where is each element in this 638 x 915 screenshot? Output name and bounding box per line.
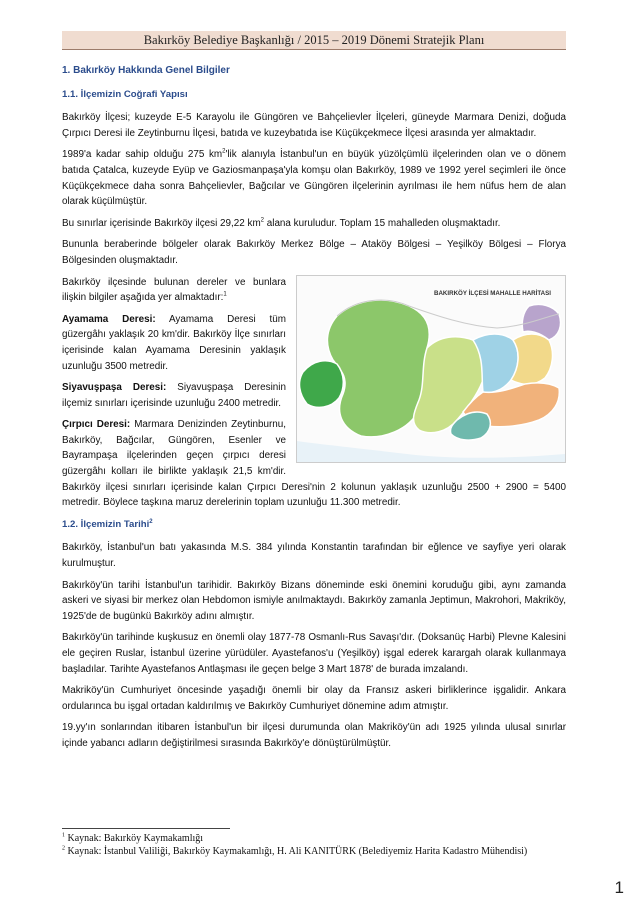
river-siyavuspasa: Siyavuşpaşa Deresi: Siyavuşpaşa Deresinin ilçemiz sınırları içerisinde uzunluğu 2400 metredir. — [62, 382, 286, 409]
header-title: Bakırköy Belediye Başkanlığı / 2015 – 2019 Dönemi Stratejik Planı — [143, 33, 485, 47]
paragraph: Bu sınırlar içerisinde Bakırköy ilçesi 29,22 $km^2$ alana kuruludur. Toplam 15 mahalleden oluşmaktadır. — [62, 217, 501, 229]
paragraph: Bakırköy İlçesi; kuzeyde E-5 Karayolu ile Güngören ve Bahçelievler İlçeleri, güneyde Marmara Denizi, doğuda Çırpıcı Deresi ile Zeytinburnu İlçesi, batıda ve kuzeybatıda ise Küçükçekmece İlçesi arasında yer almaktadır. — [62, 112, 566, 139]
paragraph: Bununla beraberinde bölgeler olarak Bakırköy Merkez Bölge – Ataköy Bölgesi – Yeşilköy Bölgesi – Florya Bölgesinden oluşmaktadır. — [62, 239, 566, 266]
section-1-heading: 1. Bakırköy Hakkında Genel Bilgiler — [62, 65, 230, 76]
page-header — [62, 31, 566, 50]
paragraph: Bakırköy'ün tarihinde kuşkusuz en önemli olay 1877-78 Osmanlı-Rus Savaşı'dır. (Doksanüç Harbi) Plevne Kalesini ele geçiren Ruslar, İstanbul üzerine yürüdüler. Ayastefanos'u (Yeşilköy) işgal ederek karargah olarak kullanmaya başladılar. Tarihte Ayastefanos Antlaşması ile geçen belge 3 Mart 1878' de burada imzalandı. — [62, 632, 566, 675]
section-1-1-heading: 1.1. İlçemizin Coğrafi Yapısı — [62, 88, 188, 100]
page-content — [62, 63, 566, 758]
district-map — [296, 275, 566, 463]
footnote-rule — [62, 828, 230, 829]
paragraph: Makriköy'ün Cumhuriyet öncesinde yaşadığı önemli bir olay da Fransız askeri birliklerince işgalidir. Ankara ordularınca bu işgal ortadan kaldırılmış ve Bakırköy Cumhuriyet dönemine adım atmıştır. — [62, 685, 566, 712]
map-title: BAKIRKÖY İLÇESİ MAHALLE HARİTASI — [434, 289, 551, 297]
district-map-image — [297, 276, 565, 462]
paragraph: Bakırköy, İstanbul'un batı yakasında M.S. 384 yılında Konstantin tarafından bir eğlence ve sayfiye yeri olarak kurulmuştur. — [62, 542, 566, 570]
paragraph: Bakırköy ilçesinde bulunan dereler ve bunlara ilişkin bilgiler aşağıda yer almaktadır:$^1$ — [62, 276, 286, 304]
river-cirpici: Çırpıcı Deresi: Marmara Denizinden Zeytinburnu, Bakırköy, Bağcılar, Güngören, Esenler ve Bayrampaşa ilçelerinden geçen çırpıcı deresi güzergâhı kolları ile birlikte yaklaşık 21,5 km'dir. Bakırköy ilçesi sınırları içerisinde kalan Çırpıcı Deresi'nin 2 kolunun yaklaşık uzunluğu 2500 + 2900 = 5400 metredir. Böylece taşkına maruz derelerinin toplam uzunluğu 11.300 metredir. — [62, 419, 566, 509]
page-number: 1 — [614, 878, 624, 897]
footnotes — [62, 828, 566, 858]
section-1-2-heading: 1.2. İlçemizin Tarihi$^2$ — [62, 518, 153, 530]
paragraph: Bakırköy'ün tarihi İstanbul'un tarihidir. Bakırköy Bizans döneminde eski önemini koruduğu gibi, aynı zamanda askeri ve siyasi bir merkez olan Hebdomon ismiyle anılmaktaydı. Bakırköy zamanla Jeptimun, Makrohori, Makriköy, 1925'de de bugünkü Bakırköy adını almıştır. — [62, 579, 566, 622]
footnote-2: $^2$ Kaynak: İstanbul Valiliği, Bakırköy Kaymakamlığı, H. Ali KANITÜRK (Belediyemiz Harita Kadastro Mühendisi) — [62, 845, 528, 857]
paragraph: 19.yy'ın sonlarından itibaren İstanbul'un bir ilçesi durumunda olan Makriköy'ün adı 1925 yılında ulusal sınırlar içinde yabancı adların değiştirilmesi sırasında Bakırköy'e dönüştürülmüştür. — [62, 722, 566, 749]
river-ayamama: Ayamama Deresi: Ayamama Deresi tüm güzergâhı yaklaşık 20 km'dir. Bakırköy İlçe sınırları içerisinde kalan Ayamama Deresinin yaklaşık uzunluğu 3500 metredir. — [62, 313, 286, 372]
footnote-1: $^1$ Kaynak: Bakırköy Kaymakamlığı — [62, 832, 204, 844]
paragraph: 1989'a kadar sahip olduğu 275 $km^2'lik$ alanıyla İstanbul'un en büyük yüzölçümlü ilçelerinden olan ve o dönem batıda Çatalca, kuzeyde Eyüp ve Gaziosmanpaşa'yla komşu olan Bakırköy, 1989 ve 1992 yerel seçimleri ile önce Küçükçekmece daha sonra Bahçelievler, Bağcılar ve Güngören ilçelerinin ayrılması ile hem nüfus hem de alan olarak küçülmüştür. — [62, 149, 566, 208]
